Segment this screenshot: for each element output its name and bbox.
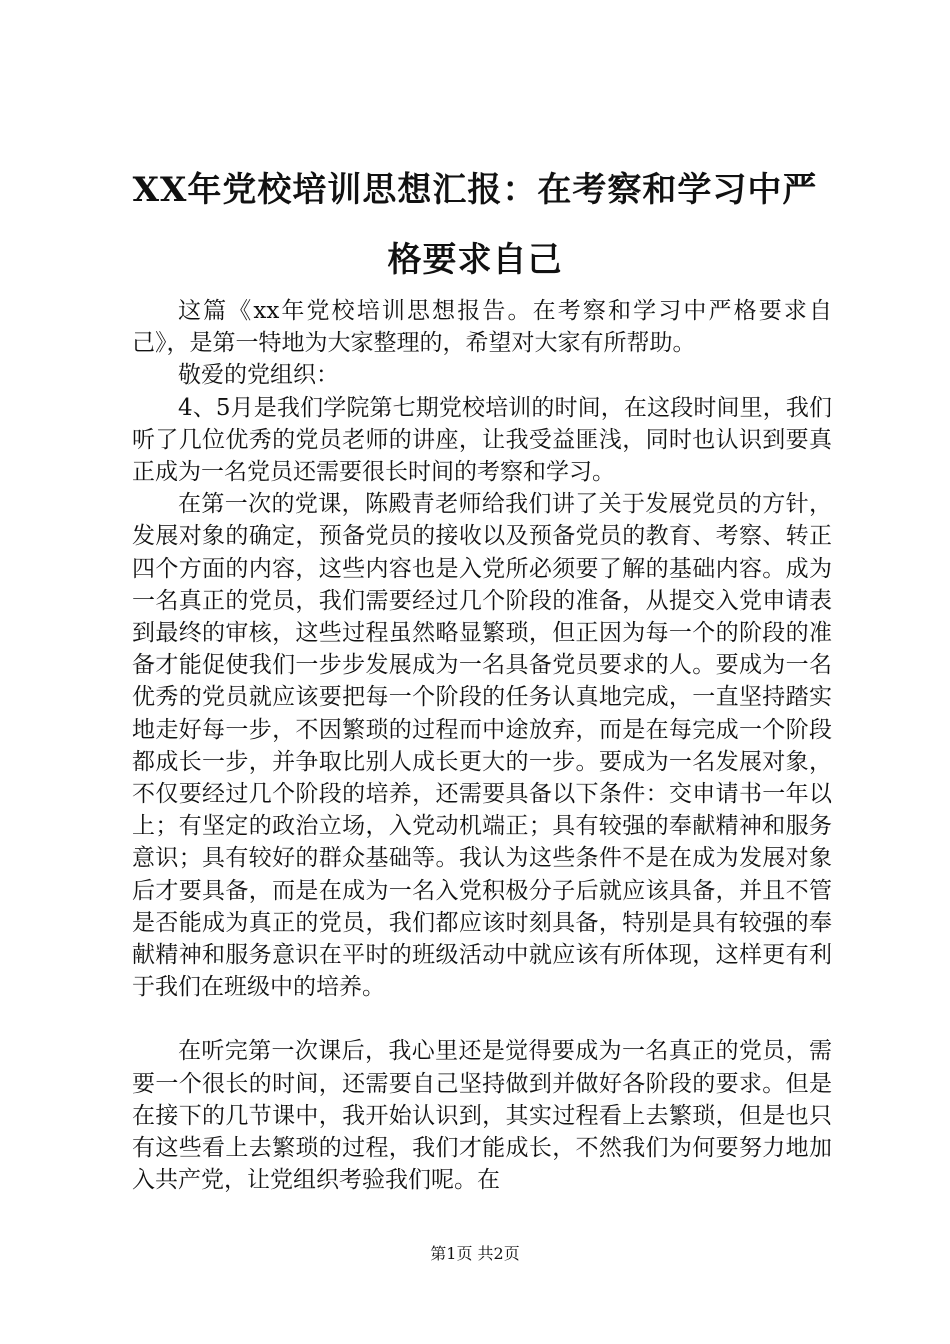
body-paragraph: 4、5月是我们学院第七期党校培训的时间，在这段时间里，我们听了几位优秀的党员老师的讲座，让我受益匪浅，同时也认识到要真正成为一名党员还需要很长时间的考察和学习。 xyxy=(132,394,832,486)
intro-paragraph: 这篇《xx年党校培训思想报告。在考察和学习中严格要求自己》，是第一特地为大家整理的，希望对大家有所帮助。 xyxy=(132,298,832,357)
document-body xyxy=(132,295,832,1196)
body-paragraph: 在第一次的党课，陈殿青老师给我们讲了关于发展党员的方针，发展对象的确定，预备党员的接收以及预备党员的教育、考察、转正四个方面的内容，这些内容也是入党所必须要了解的基础内容。成为一名真正的党员，我们需要经过几个阶段的准备，从提交入党申请表到最终的审核，这些过程虽然略显繁琐，但正因为每一个的阶段的准备才能促使我们一步步发展成为一名具备党员要求的人。要成为一名优秀的党员就应该要把每一个阶段的任务认真地完成，一直坚持踏实地走好每一步，不因繁琐的过程而中途放弃，而是在每完成一个阶段都成长一步，并争取比别人成长更大的一步。要成为一名发展对象，不仅要经过几个阶段的培养，还需要具备以下条件：交申请书一年以上；有坚定的政治立场，入党动机端正；具有较强的奉献精神和服务意识；具有较好的群众基础等。我认为这些条件不是在成为发展对象后才要具备，而是在成为一名入党积极分子后就应该具备，并且不管是否能成为真正的党员，我们都应该时刻具备，特别是具有较强的奉献精神和服务意识在平时的班级活动中就应该有所体现，这样更有利于我们在班级中的培养。 xyxy=(132,491,832,1001)
body-paragraph: 在听完第一次课后，我心里还是觉得要成为一名真正的党员，需要一个很长的时间，还需要自己坚持做到并做好各阶段的要求。但是在接下的几节课中，我开始认识到，其实过程看上去繁琐，但是也只有这些看上去繁琐的过程，我们才能成长，不然我们为何要努力地加入共产党，让党组织考验我们呢。在 xyxy=(132,1038,832,1194)
salutation: 敬爱的党组织： xyxy=(178,362,339,389)
document-title: XX年党校培训思想汇报：在考察和学习中严格要求自己 xyxy=(132,170,818,280)
page-number-footer: 第1页 共2页 xyxy=(430,1244,520,1263)
